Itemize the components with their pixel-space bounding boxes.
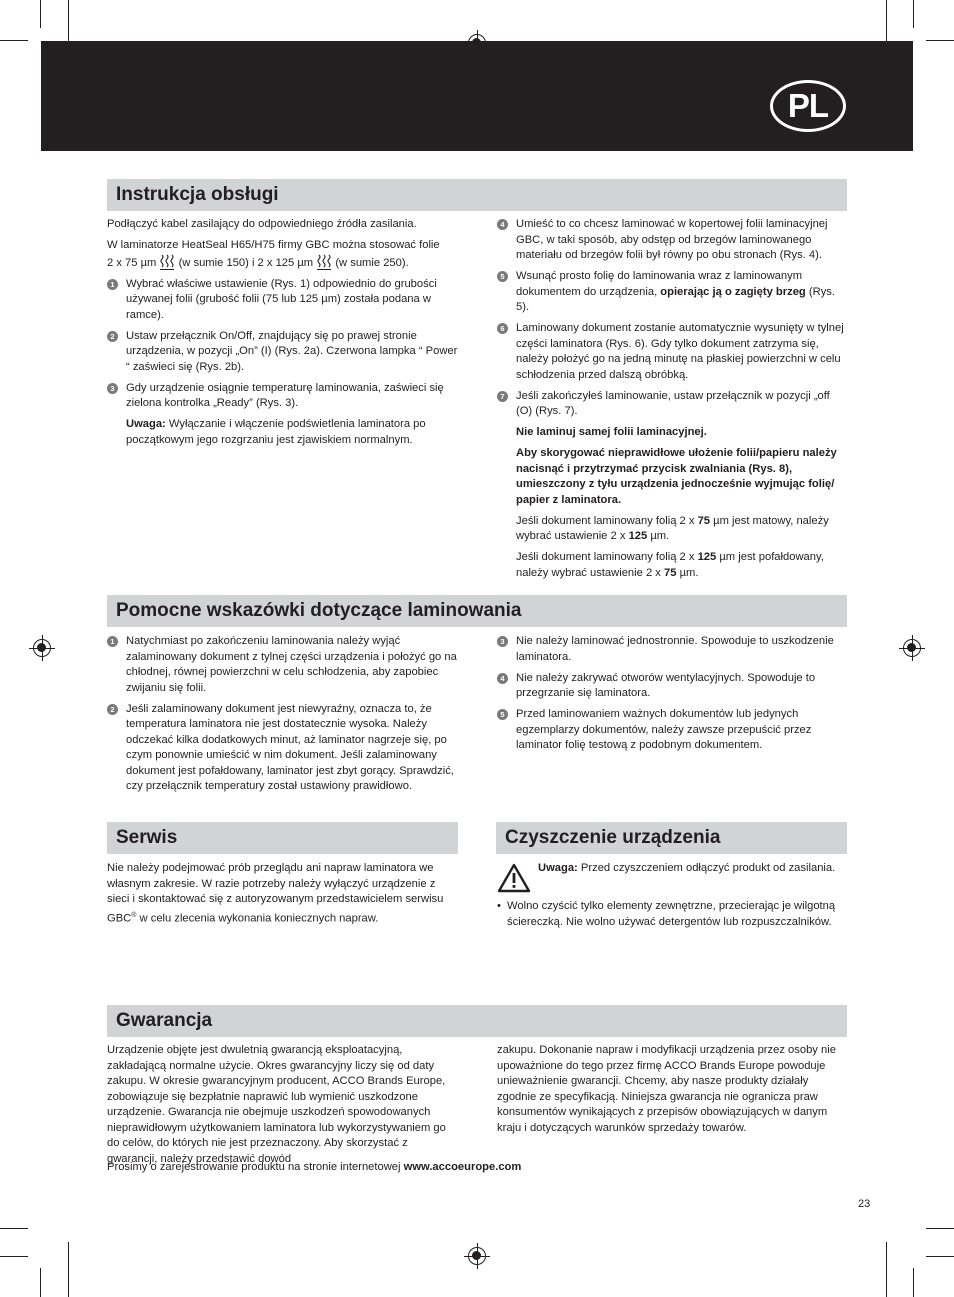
tip-item: 3 Nie należy laminować jednostronnie. Spowoduje to uszkodzenie laminatora.	[497, 634, 849, 665]
warning-triangle-icon	[497, 863, 531, 893]
matte-tip: Jeśli dokument laminowany folią 2 x 75 µm jest matowy, należy wybrać ustawienie 2 x 125 µm.	[516, 514, 829, 542]
section-header-czyszczenie	[496, 822, 847, 854]
crop-mark	[886, 1242, 887, 1297]
instrukcja-right-column	[497, 217, 849, 587]
paragraph: Urządzenie objęte jest dwuletnią gwarancją eksploatacyjną, zakładającą normalne użycie. Okres gwarancyjny liczy się od daty zakupu. W okresie gwarancyjnym producent, ACCO Brands Europe, zobowiązuje się bezpłatnie naprawić lub wymienić uszkodzone urządzenie. Gwarancja nie obejmuje uszkodzeń spowodowanych nieprawidłowym użytkowaniem laminatora lub wykorzystywaniem go do celów, do których nie jest przeznaczony. Aby skorzystać z gwarancji, należy przedstawić dowód	[107, 1044, 446, 1165]
step-number-badge: 5	[497, 271, 508, 282]
pomocne-left-column	[107, 634, 459, 800]
step-item: 2 Ustaw przełącznik On/Off, znajdujący się po prawej stronie urządzenia, w pozycji „On” (I) (Rys. 2a). Czerwona lampka “ Power “ zaświeci się (Rys. 2b).	[107, 329, 459, 376]
section-header-instrukcja	[107, 179, 847, 211]
step-number-badge: 3	[107, 383, 118, 394]
crop-mark	[926, 1256, 954, 1257]
step-number-badge: 3	[497, 636, 508, 647]
heat-waves-icon	[159, 254, 175, 270]
warning-note	[497, 861, 849, 893]
crop-mark	[913, 0, 914, 28]
step-number-badge: 1	[107, 636, 118, 647]
step-number-badge: 2	[107, 331, 118, 342]
step-number-badge: 5	[497, 709, 508, 720]
crop-mark	[0, 40, 28, 41]
crop-mark	[0, 1256, 28, 1257]
paragraph-film-thickness: W laminatorze HeatSeal H65/H75 firmy GBC można stosować folie 2 x 75 µm (w sumie 150) i 2 x 125 µm (w sumie 250).	[107, 239, 440, 269]
paragraph: zakupu. Dokonanie napraw i modyfikacji urządzenia przez osoby nie upoważnione do tego przez firmę ACCO Brands Europe powoduje unieważnienie gwarancji. Chcemy, aby nasze produkty działały zgodnie ze specyfikacją. Niniejsza gwarancja nie ogranicza praw konsumentów wynikających z przepisów obowiązujących w danym kraju i dotyczących warunków sprzedaży towarów.	[497, 1044, 836, 1134]
cleaning-bullet: • Wolno czyścić tylko elementy zewnętrzne, przecierając je wilgotną ściereczką. Nie wolno używać detergentów lub rozpuszczalników.	[497, 899, 849, 930]
pomocne-right-column	[497, 634, 849, 759]
section-title: Serwis	[116, 827, 178, 848]
step-number-badge: 4	[497, 219, 508, 230]
paragraph: Podłączyć kabel zasilający do odpowiedniego źródła zasilania.	[107, 218, 417, 230]
tip-item: 4 Nie należy zakrywać otworów wentylacyjnych. Spowoduje to przegrzanie się laminatora.	[497, 671, 849, 702]
registration-line: Prosimy o zarejestrowanie produktu na stronie internetowej www.accoeurope.com	[107, 1161, 522, 1173]
section-title: Pomocne wskazówki dotyczące laminowania	[116, 600, 522, 621]
crop-mark	[40, 1268, 41, 1297]
header-bar	[41, 41, 913, 151]
gwarancja-left-column	[107, 1043, 459, 1173]
step-item: 7 Jeśli zakończyłeś laminowanie, ustaw przełącznik w pozycji „off (O) (Rys. 7).	[497, 389, 849, 420]
note-text: Uwaga: Przed czyszczeniem odłączyć produkt od zasilania.	[538, 862, 836, 874]
section-header-pomocne	[107, 595, 847, 627]
section-header-serwis	[107, 822, 458, 854]
page-number: 23	[858, 1198, 871, 1210]
step-item: 4 Umieść to co chcesz laminować w kopertowej folii laminacyjnej GBC, w taki sposób, aby odstęp od brzegów laminowanego materiału od brzegów folii był równy po obu stronach (Rys. 4).	[497, 217, 849, 264]
crop-mark	[0, 1228, 28, 1229]
section-title: Gwarancja	[116, 1010, 213, 1031]
warning-text: Nie laminuj samej folii laminacyjnej.	[516, 426, 707, 438]
crop-mark	[68, 1242, 69, 1297]
crop-mark	[926, 40, 954, 41]
registration-mark-icon	[903, 639, 921, 657]
note: Uwaga: Wyłączanie i włączenie podświetlenia laminatora po początkowym jego rozgrzaniu jest zjawiskiem normalnym.	[126, 418, 426, 446]
section-header-gwarancja	[107, 1005, 847, 1037]
wrinkle-tip: Jeśli dokument laminowany folią 2 x 125 µm jest pofałdowany, należy wybrać ustawienie 2 x 75 µm.	[516, 551, 824, 579]
crop-mark	[40, 0, 41, 28]
crop-mark	[926, 1228, 954, 1229]
step-number-badge: 7	[497, 391, 508, 402]
website-link[interactable]: www.accoeurope.com	[403, 1161, 522, 1173]
tip-item: 5 Przed laminowaniem ważnych dokumentów lub jedynych egzemplarzy dokumentów, należy zawsze przepuścić przez laminator folię testową z podobnym dokumentem.	[497, 707, 849, 754]
step-item: 1 Wybrać właściwe ustawienie (Rys. 1) odpowiednio do grubości używanej folii (grubość folii (75 lub 125 µm) została podana w ramce).	[107, 277, 459, 324]
tip-item: 1 Natychmiast po zakończeniu laminowania należy wyjąć zalaminowany dokument z tylnej części urządzenia i położyć go na chłodnej, równej powierzchni w celu schłodzenia, aby zapobiec zwijaniu się folii.	[107, 634, 459, 696]
heat-waves-icon	[316, 254, 332, 270]
step-item: 6 Laminowany dokument zostanie automatycznie wysunięty w tylnej części laminatora (Rys. 6). Gdy tylko dokument zatrzyma się, należy położyć go na jedną minutę na płaskiej powierzchni w celu schłodzenia przed dalszą obróbką.	[497, 321, 849, 383]
registration-mark-icon	[468, 1247, 486, 1265]
registration-mark-icon	[33, 639, 51, 657]
section-title: Instrukcja obsługi	[116, 184, 279, 205]
step-item: 3 Gdy urządzenie osiągnie temperaturę laminowania, zaświeci się zielona kontrolka „Ready” (Rys. 3).	[107, 381, 459, 412]
czyszczenie-body	[497, 861, 849, 936]
paragraph: Nie należy podejmować prób przeglądu ani napraw laminatora we własnym zakresie. W razie potrzeby należy wyłączyć urządzenie z sieci i skontaktować się z autoryzowanym przedstawicielem serwisu GBC® w celu zlecenia wykonania koniecznych napraw.	[107, 862, 444, 925]
step-number-badge: 4	[497, 673, 508, 684]
step-number-badge: 2	[107, 704, 118, 715]
section-title: Czyszczenie urządzenia	[505, 827, 721, 848]
gwarancja-right-column	[497, 1043, 847, 1142]
instrukcja-left-column	[107, 217, 459, 454]
step-number-badge: 6	[497, 323, 508, 334]
warning-text: Aby skorygować nieprawidłowe ułożenie folii/papieru należy nacisnąć i przytrzymać przycisk zwalniania (Rys. 8), umieszczony z tyłu urządzenia jednocześnie wyjmując folię/ papier z laminatora.	[516, 447, 837, 506]
language-badge: PL	[770, 80, 846, 132]
step-item: 5 Wsunąć prosto folię do laminowania wraz z laminowanym dokumentem do urządzenia, opierając ją o zagięty brzeg (Rys. 5).	[497, 269, 849, 316]
tip-item: 2 Jeśli zalaminowany dokument jest niewyraźny, oznacza to, że temperatura laminatora nie jest dostatecznie wysoka. Należy odczekać kilka dodatkowych minut, aż laminator nagrzeje się, po czym ponownie umieścić w nim dokument. Jeśli zalaminowany dokument jest pofałdowany, laminator jest zbyt gorący. Sprawdzić, czy przełącznik temperatury został ustawiony prawidłowo.	[107, 702, 459, 795]
step-number-badge: 1	[107, 279, 118, 290]
crop-mark	[913, 1268, 914, 1297]
serwis-body	[107, 861, 457, 932]
